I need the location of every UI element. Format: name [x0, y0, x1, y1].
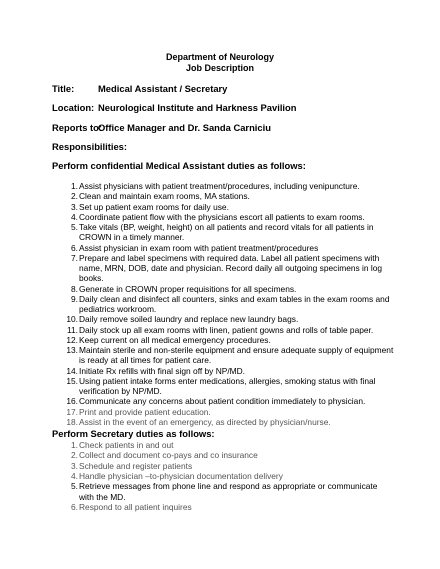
- ma-duties-list: [64, 181, 394, 427]
- list-item: 18 . Assist in the event of an emergency, as directed by physician/nurse.: [64, 417, 394, 427]
- list-item: 14 . Initiate Rx refills with final sign off by NP/MD.: [64, 366, 394, 376]
- list-item: 7 . Prepare and label specimens with required data. Label all patient specimens with name, MRN, DOB, date and physician. Record daily all outgoing specimens in log books.: [64, 253, 394, 284]
- list-item: 12 . Keep current on all medical emergency procedures.: [64, 335, 394, 345]
- title-field: [52, 83, 227, 95]
- list-item: 4 . Handle physician –to-physician documentation delivery: [64, 471, 394, 481]
- secretary-duties-heading: Perform Secretary duties as follows:: [52, 428, 215, 439]
- list-item: 16 . Communicate any concerns about patient condition immediately to physician.: [64, 396, 394, 406]
- list-item: 6 . Respond to all patient inquires: [64, 502, 394, 512]
- list-item: 5 . Take vitals (BP, weight, height) on all patients and record vitals for all patients in CROWN in a timely manner.: [64, 222, 394, 243]
- list-item: 13 . Maintain sterile and non-sterile equipment and ensure adequate supply of equipment is ready at all times for patient care.: [64, 345, 394, 366]
- list-item: 10 . Daily remove soiled laundry and replace new laundry bags.: [64, 314, 394, 324]
- reports-to-value: Office Manager and Dr. Sanda Carniciu: [98, 122, 271, 133]
- department-name: Department of Neurology: [165, 52, 274, 62]
- list-item: 8 . Generate in CROWN proper requisitions for all specimens.: [64, 284, 394, 294]
- location-field: [52, 102, 297, 114]
- list-item: 3 . Schedule and register patients: [64, 461, 394, 471]
- title-value: Medical Assistant / Secretary: [98, 83, 228, 94]
- location-value: Neurological Institute and Harkness Pavilion: [98, 102, 297, 113]
- title-label: Title:: [52, 83, 75, 94]
- secretary-duties-list: [64, 440, 394, 512]
- list-item: 11 . Daily stock up all exam rooms with linen, patient gowns and rolls of table paper.: [64, 325, 394, 335]
- list-item: 9 . Daily clean and disinfect all counters, sinks and exam tables in the exam rooms and pediatrics workroom.: [64, 294, 394, 315]
- list-item: 2 . Clean and maintain exam rooms, MA stations.: [64, 191, 394, 201]
- list-item: 17 . Print and provide patient education.: [64, 407, 394, 417]
- list-item: 1 . Check patients in and out: [64, 440, 394, 450]
- reports-to-field: [52, 122, 271, 134]
- list-item: 3 . Set up patient exam rooms for daily use.: [64, 202, 394, 212]
- responsibilities-heading: Responsibilities:: [52, 141, 128, 152]
- ma-duties-heading: Perform confidential Medical Assistant duties as follows:: [52, 160, 306, 171]
- list-item: 6 . Assist physician in exam room with patient treatment/procedures: [64, 243, 394, 253]
- list-item: 5 . Retrieve messages from phone line and respond as appropriate or communicate with the MD.: [64, 481, 394, 502]
- list-item: 15 . Using patient intake forms enter medications, allergies, smoking status with final verification by NP/MD.: [64, 376, 394, 397]
- location-label: Location:: [52, 102, 95, 113]
- document-header: [0, 52, 440, 74]
- list-item: 2 . Collect and document co-pays and co insurance: [64, 450, 394, 460]
- document-type: Job Description: [185, 63, 254, 73]
- list-item: 4 . Coordinate patient flow with the physicians escort all patients to exam rooms.: [64, 212, 394, 222]
- list-item: 1 . Assist physicians with patient treatment/procedures, including venipuncture.: [64, 181, 394, 191]
- reports-to-label: Reports to:: [52, 122, 102, 133]
